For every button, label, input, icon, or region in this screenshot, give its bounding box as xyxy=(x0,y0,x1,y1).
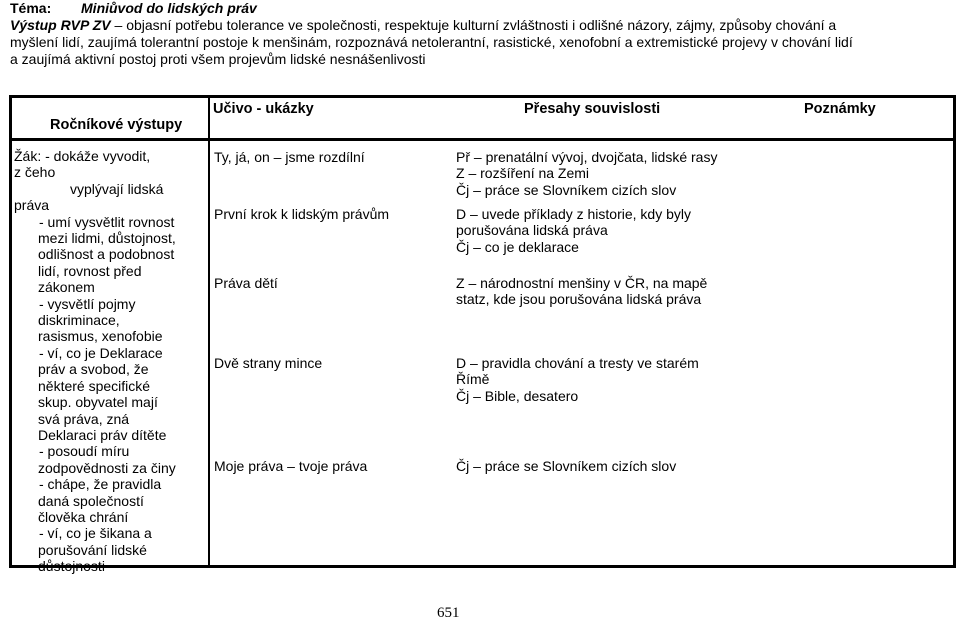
column-header-ucivo: Učivo - ukázky xyxy=(213,101,314,117)
outcome-line: zákonem xyxy=(38,279,95,296)
outcome-line: - chápe, že pravidla xyxy=(39,476,162,493)
tema-value: Miniůvod do lidských práv xyxy=(81,0,257,16)
presahy-block xyxy=(456,275,707,308)
outcome-line: - umí vysvětlit rovnost xyxy=(39,213,175,230)
outcome-line: vyplývají lidská xyxy=(70,180,164,197)
outcome-line: svá práva, zná xyxy=(38,410,130,427)
outcome-line: mezi lidmi, důstojnost, xyxy=(38,230,176,247)
outcome-line: - ví, co je šikana a xyxy=(39,525,152,542)
tema-label: Téma: xyxy=(10,0,52,16)
presahy-line: Římě xyxy=(456,371,490,388)
vystup-line-2: myšlení lidí, zaujímá tolerantní postoje k menšinám, rozpoznává netolerantní, rasistické, xenofobní a extremistické projevy v chování lidí xyxy=(10,34,853,50)
outcome-line: porušování lidské xyxy=(38,541,147,558)
outcome-line: člověka chrání xyxy=(38,508,129,525)
ucivo-item: Ty, já, on – jsme rozdílní xyxy=(214,149,365,165)
presahy-block xyxy=(456,355,699,404)
outcome-line: práv a svobod, že xyxy=(38,361,149,378)
outcome-line: - posoudí míru xyxy=(39,443,130,460)
presahy-line: Z – národnostní menšiny v ČR, na mapě xyxy=(456,275,708,291)
presahy-line: D – pravidla chování a tresty ve starém xyxy=(456,355,699,371)
outcome-line: důstojnosti xyxy=(38,558,105,575)
presahy-line: Z – rozšíření na Zemi xyxy=(456,165,590,182)
presahy-block xyxy=(456,149,717,198)
presahy-line: statz, kde jsou porušována lidská práva xyxy=(456,291,702,308)
column-header-poznamky: Poznámky xyxy=(804,101,876,117)
outcome-line: daná společností xyxy=(38,492,144,509)
presahy-line: Čj – Bible, desatero xyxy=(456,387,579,404)
vystup-text-1: – objasní potřebu tolerance ve společnosti, respektuje kulturní zvláštnosti i odlišné názory, zájmy, způsoby chování a xyxy=(110,17,837,33)
ucivo-item: První krok k lidským právům xyxy=(214,206,390,222)
outcome-line: skup. obyvatel mají xyxy=(38,394,158,411)
presahy-line: Př – prenatální vývoj, dvojčata, lidské rasy xyxy=(456,149,718,165)
presahy-block xyxy=(456,206,691,255)
outcome-line: diskriminace, xyxy=(38,312,120,329)
vystup-label: Výstup RVP ZV xyxy=(10,17,111,33)
outcome-line: lidí, rovnost před xyxy=(38,262,142,279)
outcome-line: zodpovědnosti za činy xyxy=(38,459,176,476)
outcome-line: některé specifické xyxy=(38,377,151,394)
outcome-line: Žák: - dokáže vyvodit, xyxy=(14,148,151,164)
outcome-line: - vysvětlí pojmy xyxy=(39,295,136,312)
outcome-line: - ví, co je Deklarace xyxy=(39,344,163,361)
outcome-line: z čeho xyxy=(14,164,56,181)
presahy-block xyxy=(456,458,676,474)
presahy-line: D – uvede příklady z historie, kdy byly xyxy=(456,206,691,222)
ucivo-item: Moje práva – tvoje práva xyxy=(214,458,368,474)
outcome-line: rasismus, xenofobie xyxy=(38,328,163,345)
presahy-line: Čj – práce se Slovníkem cizích slov xyxy=(456,181,677,198)
header-divider xyxy=(12,138,953,141)
rocnikove-vystupy-cell xyxy=(14,148,210,575)
column-header-rocnikove-vystupy: Ročníkové výstupy xyxy=(50,117,183,133)
outcome-line: odlišnost a podobnost xyxy=(38,246,175,263)
outcome-line: Deklaraci práv dítěte xyxy=(38,426,167,443)
ucivo-item: Práva dětí xyxy=(214,275,278,291)
presahy-line: porušována lidská práva xyxy=(456,222,608,239)
page-number: 651 xyxy=(437,605,460,621)
ucivo-item: Dvě strany mince xyxy=(214,355,323,371)
column-header-presahy: Přesahy souvislosti xyxy=(524,101,661,117)
outcome-line: práva xyxy=(14,197,50,214)
presahy-line: Čj – co je deklarace xyxy=(456,238,579,255)
presahy-line: Čj – práce se Slovníkem cizích slov xyxy=(456,458,677,474)
vystup-line-3: a zaujímá aktivní postoj proti všem projevům lidské nesnášenlivosti xyxy=(10,51,426,67)
document-header xyxy=(10,0,950,68)
tema-line xyxy=(10,0,950,17)
curriculum-table xyxy=(9,95,956,575)
vystup-line-1 xyxy=(10,17,950,34)
